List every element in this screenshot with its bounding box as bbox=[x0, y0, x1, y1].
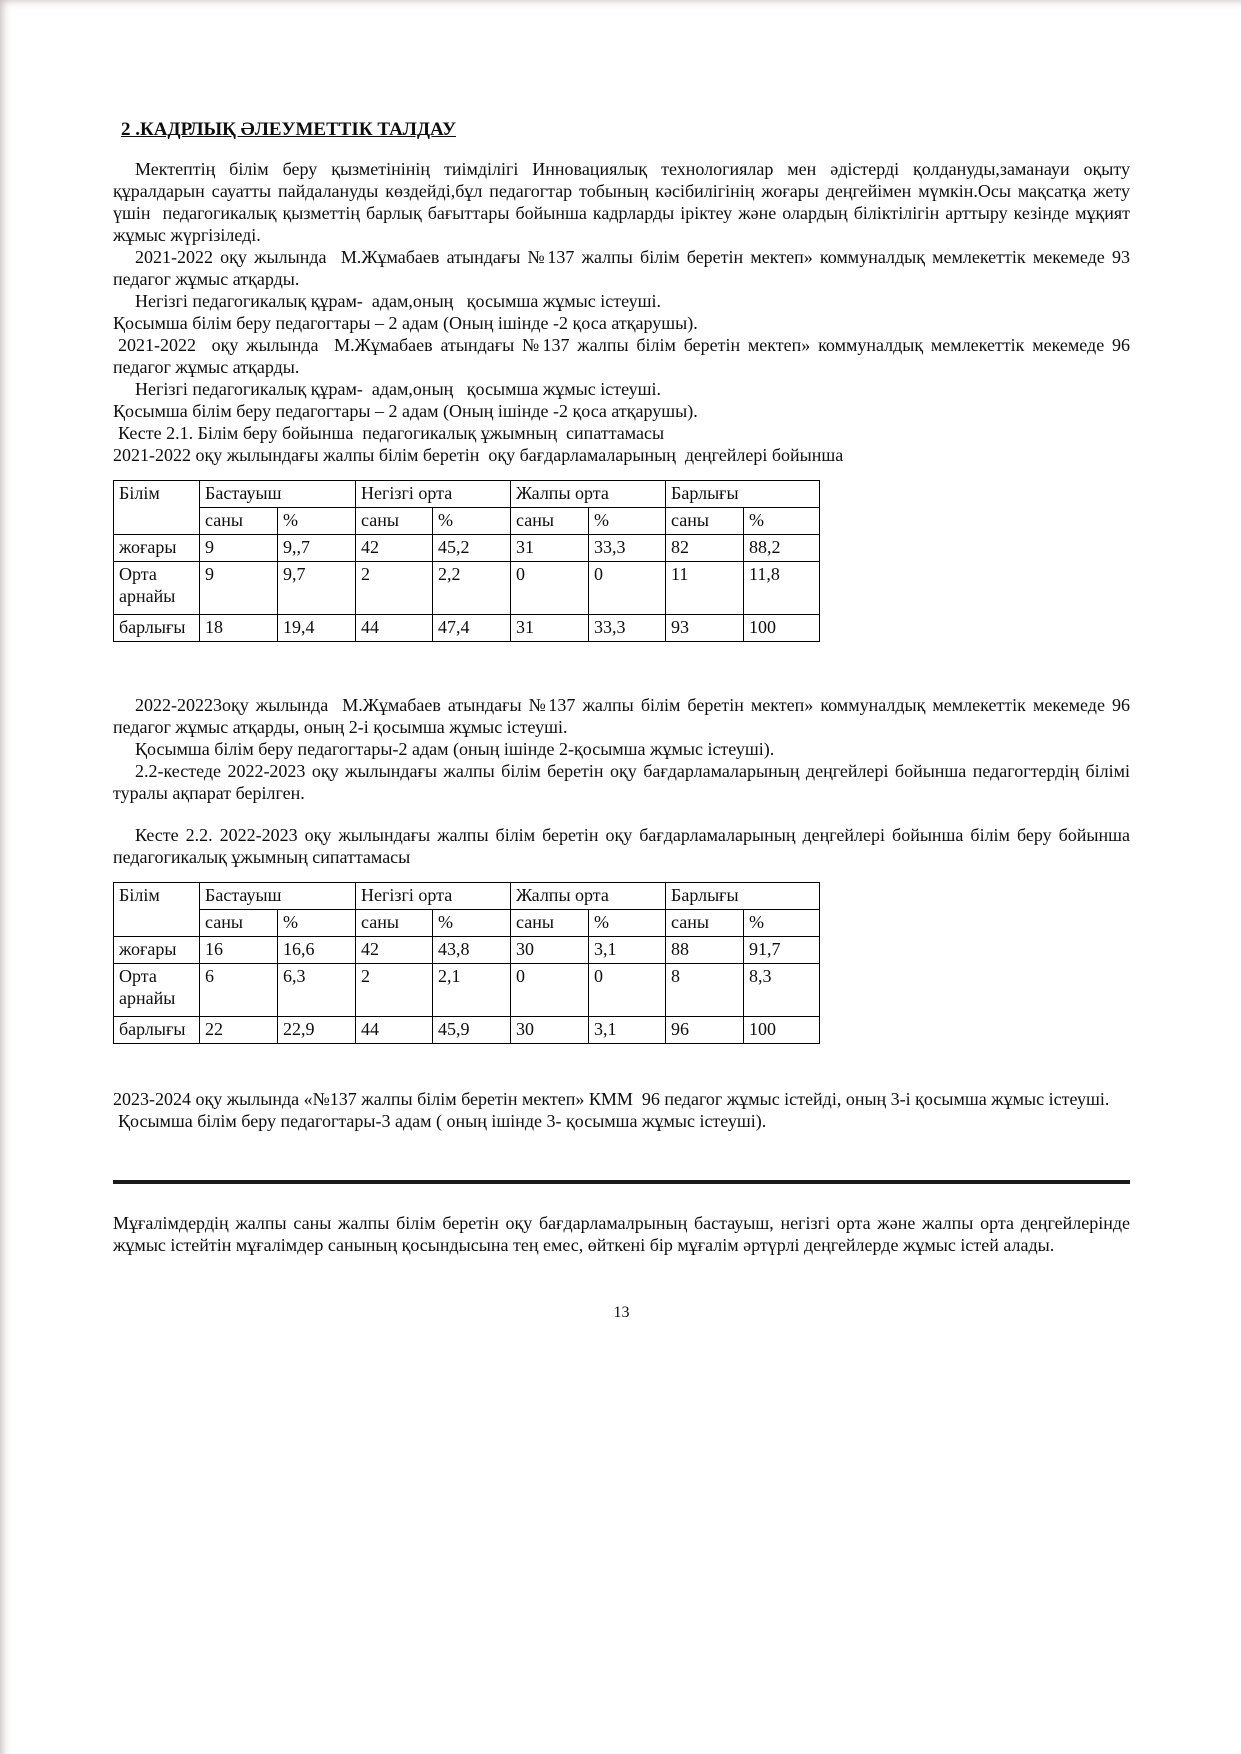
cell: 100 bbox=[744, 615, 820, 642]
cell: 44 bbox=[356, 1017, 433, 1044]
cell: 0 bbox=[589, 562, 666, 615]
cell: 2 bbox=[356, 562, 433, 615]
table-subheader-row bbox=[114, 910, 820, 937]
header-bilim: Білім bbox=[114, 883, 200, 937]
table-row bbox=[114, 964, 820, 1017]
cell: 0 bbox=[511, 562, 589, 615]
paragraph-table22-ref: 2.2-кестеде 2022-2023 оқу жылындағы жалпы білім беретін оқу бағдарламаларының деңгейлері бойынша педагогтердің білімі туралы ақпарат берілген. bbox=[113, 761, 1135, 803]
cell: 88 bbox=[666, 937, 744, 964]
header-bastauysh: Бастауыш bbox=[200, 883, 356, 910]
cell: 6 bbox=[200, 964, 278, 1017]
paragraph-extra-ped-4: Қосымша білім беру педагогтары-3 адам ( оның ішінде 3- қосымша жұмыс істеуші). bbox=[118, 1111, 767, 1131]
cell: 9 bbox=[200, 535, 278, 562]
cell: 44 bbox=[356, 615, 433, 642]
cell: 45,9 bbox=[433, 1017, 511, 1044]
paragraph-2022-2023: 2022-20223оқу жылында М.Жұмабаев атындағы №137 жалпы білім беретін мектеп» коммуналдық мемлекеттік мекемеде 96 педагог жұмыс атқарды, оның 2-і қосымша жұмыс істеуші. bbox=[113, 695, 1139, 737]
cell: 2,2 bbox=[433, 562, 511, 615]
cell: 19,4 bbox=[278, 615, 356, 642]
cell: 33,3 bbox=[589, 535, 666, 562]
subheader-percent: % bbox=[433, 508, 511, 535]
cell: 8,3 bbox=[744, 964, 820, 1017]
table-group-header-row bbox=[114, 481, 820, 508]
subheader-percent: % bbox=[278, 508, 356, 535]
divider-line bbox=[113, 1180, 1130, 1184]
page-number: 13 bbox=[613, 1304, 630, 1321]
row-label: Орта арнайы bbox=[114, 562, 200, 615]
cell: 88,2 bbox=[744, 535, 820, 562]
paragraph-2023-2024: 2023-2024 оқу жылында «№137 жалпы білім беретін мектеп» КММ 96 педагог жұмыс істейді, оның 3-і қосымша жұмыс істеуші. bbox=[113, 1089, 1110, 1109]
subheader-sany: саны bbox=[356, 508, 433, 535]
cell: 9,,7 bbox=[278, 535, 356, 562]
cell: 96 bbox=[666, 1017, 744, 1044]
header-negizgi-orta: Негізгі орта bbox=[356, 481, 511, 508]
subheader-sany: саны bbox=[511, 910, 589, 937]
header-zhalpy-orta: Жалпы орта bbox=[511, 883, 666, 910]
paragraph-core-staff-1: Негізгі педагогикалық құрам- адам,оның қосымша жұмыс істеуші. bbox=[135, 291, 661, 311]
cell: 2,1 bbox=[433, 964, 511, 1017]
cell: 8 bbox=[666, 964, 744, 1017]
row-label: жоғары bbox=[114, 535, 200, 562]
paragraph-2021-2022-93: 2021-2022 оқу жылында М.Жұмабаев атындағы №137 жалпы білім беретін мектеп» коммуналдық мемлекеттік мекемеде 93 педагог жұмыс атқарды. bbox=[113, 247, 1139, 289]
subheader-percent: % bbox=[278, 910, 356, 937]
table-2-1 bbox=[113, 480, 820, 642]
cell: 47,4 bbox=[433, 615, 511, 642]
cell: 33,3 bbox=[589, 615, 666, 642]
cell: 6,3 bbox=[278, 964, 356, 1017]
cell: 91,7 bbox=[744, 937, 820, 964]
table-2-1-caption: Кесте 2.1. Білім беру бойынша педагогикалық ұжымның сипаттамасы bbox=[118, 423, 665, 443]
subheader-percent: % bbox=[589, 910, 666, 937]
paragraph-intro: Мектептің білім беру қызметінінің тиімділігі Инновациялық технологиялар мен әдістерді қолдануды,заманауи оқыту құралдарын сауатты пайдалануды көздейді,бұл педагогтар тобының кәсібилігінің жоғары деңгейімен мүмкін.Осы мақсатқа жету үшін педагогикалық қызметтің барлық бағыттары бойынша кадрларды іріктеу және олардың біліктілігін арттыру кезінде мұқият жұмыс жүргізіледі. bbox=[113, 159, 1135, 245]
subheader-sany: саны bbox=[200, 508, 278, 535]
cell: 30 bbox=[511, 937, 589, 964]
table-row bbox=[114, 615, 820, 642]
cell: 22,9 bbox=[278, 1017, 356, 1044]
subheader-percent: % bbox=[744, 508, 820, 535]
table-subheader-row bbox=[114, 508, 820, 535]
cell: 100 bbox=[744, 1017, 820, 1044]
cell: 3,1 bbox=[589, 1017, 666, 1044]
header-barlygy: Барлығы bbox=[666, 481, 820, 508]
cell: 31 bbox=[511, 535, 589, 562]
cell: 31 bbox=[511, 615, 589, 642]
table-2-2 bbox=[113, 882, 820, 1044]
table-row bbox=[114, 562, 820, 615]
cell: 30 bbox=[511, 1017, 589, 1044]
paragraph-core-staff-2: Негізгі педагогикалық құрам- адам,оның қосымша жұмыс істеуші. bbox=[135, 379, 661, 399]
cell: 9 bbox=[200, 562, 278, 615]
cell: 16,6 bbox=[278, 937, 356, 964]
cell: 42 bbox=[356, 937, 433, 964]
cell: 0 bbox=[589, 964, 666, 1017]
cell: 18 bbox=[200, 615, 278, 642]
paragraph-2021-2022-96: 2021-2022 оқу жылында М.Жұмабаев атындағы №137 жалпы білім беретін мектеп» коммуналдық мемлекеттік мекемеде 96 педагог жұмыс атқарды. bbox=[113, 335, 1135, 377]
paragraph-teachers-note: Мұғалімдердің жалпы саны жалпы білім беретін оқу бағдарламалрының бастауыш, негізгі орта және жалпы орта деңгейлерінде жұмыс істейтін мұғалімдер санының қосындысына тең емес, өйткені бір мұғалім әртүрлі деңгейлерде жұмыс істей алады. bbox=[113, 1213, 1135, 1255]
cell: 3,1 bbox=[589, 937, 666, 964]
cell: 0 bbox=[511, 964, 589, 1017]
paragraph-extra-ped-1: Қосымша білім беру педагогтары – 2 адам (Оның ішінде -2 қоса атқарушы). bbox=[113, 313, 698, 333]
section-heading: 2 .КАДРЛЫҚ ӘЛЕУМЕТТІК ТАЛДАУ bbox=[121, 119, 457, 140]
cell: 82 bbox=[666, 535, 744, 562]
subheader-percent: % bbox=[744, 910, 820, 937]
cell: 11 bbox=[666, 562, 744, 615]
table-2-1-subcaption: 2021-2022 оқу жылындағы жалпы білім беретін оқу бағдарламаларының деңгейлері бойынша bbox=[113, 445, 844, 465]
cell: 2 bbox=[356, 964, 433, 1017]
table-row bbox=[114, 1017, 820, 1044]
cell: 45,2 bbox=[433, 535, 511, 562]
paragraph-extra-ped-3: Қосымша білім беру педагогтары-2 адам (оның ішінде 2-қосымша жұмыс істеуші). bbox=[135, 739, 775, 759]
row-label: жоғары bbox=[114, 937, 200, 964]
table-row bbox=[114, 535, 820, 562]
cell: 93 bbox=[666, 615, 744, 642]
cell: 16 bbox=[200, 937, 278, 964]
header-negizgi-orta: Негізгі орта bbox=[356, 883, 511, 910]
header-bilim: Білім bbox=[114, 481, 200, 535]
subheader-sany: саны bbox=[666, 910, 744, 937]
cell: 11,8 bbox=[744, 562, 820, 615]
subheader-percent: % bbox=[433, 910, 511, 937]
subheader-sany: саны bbox=[200, 910, 278, 937]
header-barlygy: Барлығы bbox=[666, 883, 820, 910]
row-label: Орта арнайы bbox=[114, 964, 200, 1017]
cell: 9,7 bbox=[278, 562, 356, 615]
row-label: барлығы bbox=[114, 1017, 200, 1044]
table-group-header-row bbox=[114, 883, 820, 910]
subheader-sany: саны bbox=[666, 508, 744, 535]
cell: 22 bbox=[200, 1017, 278, 1044]
table-row bbox=[114, 937, 820, 964]
subheader-percent: % bbox=[589, 508, 666, 535]
header-zhalpy-orta: Жалпы орта bbox=[511, 481, 666, 508]
table-2-2-caption: Кесте 2.2. 2022-2023 оқу жылындағы жалпы білім беретін оқу бағдарламаларының деңгейлері бойынша білім беру бойынша педагогикалық ұжымның сипаттамасы bbox=[113, 825, 1135, 867]
cell: 43,8 bbox=[433, 937, 511, 964]
header-bastauysh: Бастауыш bbox=[200, 481, 356, 508]
subheader-sany: саны bbox=[511, 508, 589, 535]
paragraph-extra-ped-2: Қосымша білім беру педагогтары – 2 адам (Оның ішінде -2 қоса атқарушы). bbox=[113, 401, 698, 421]
subheader-sany: саны bbox=[356, 910, 433, 937]
cell: 42 bbox=[356, 535, 433, 562]
row-label: барлығы bbox=[114, 615, 200, 642]
